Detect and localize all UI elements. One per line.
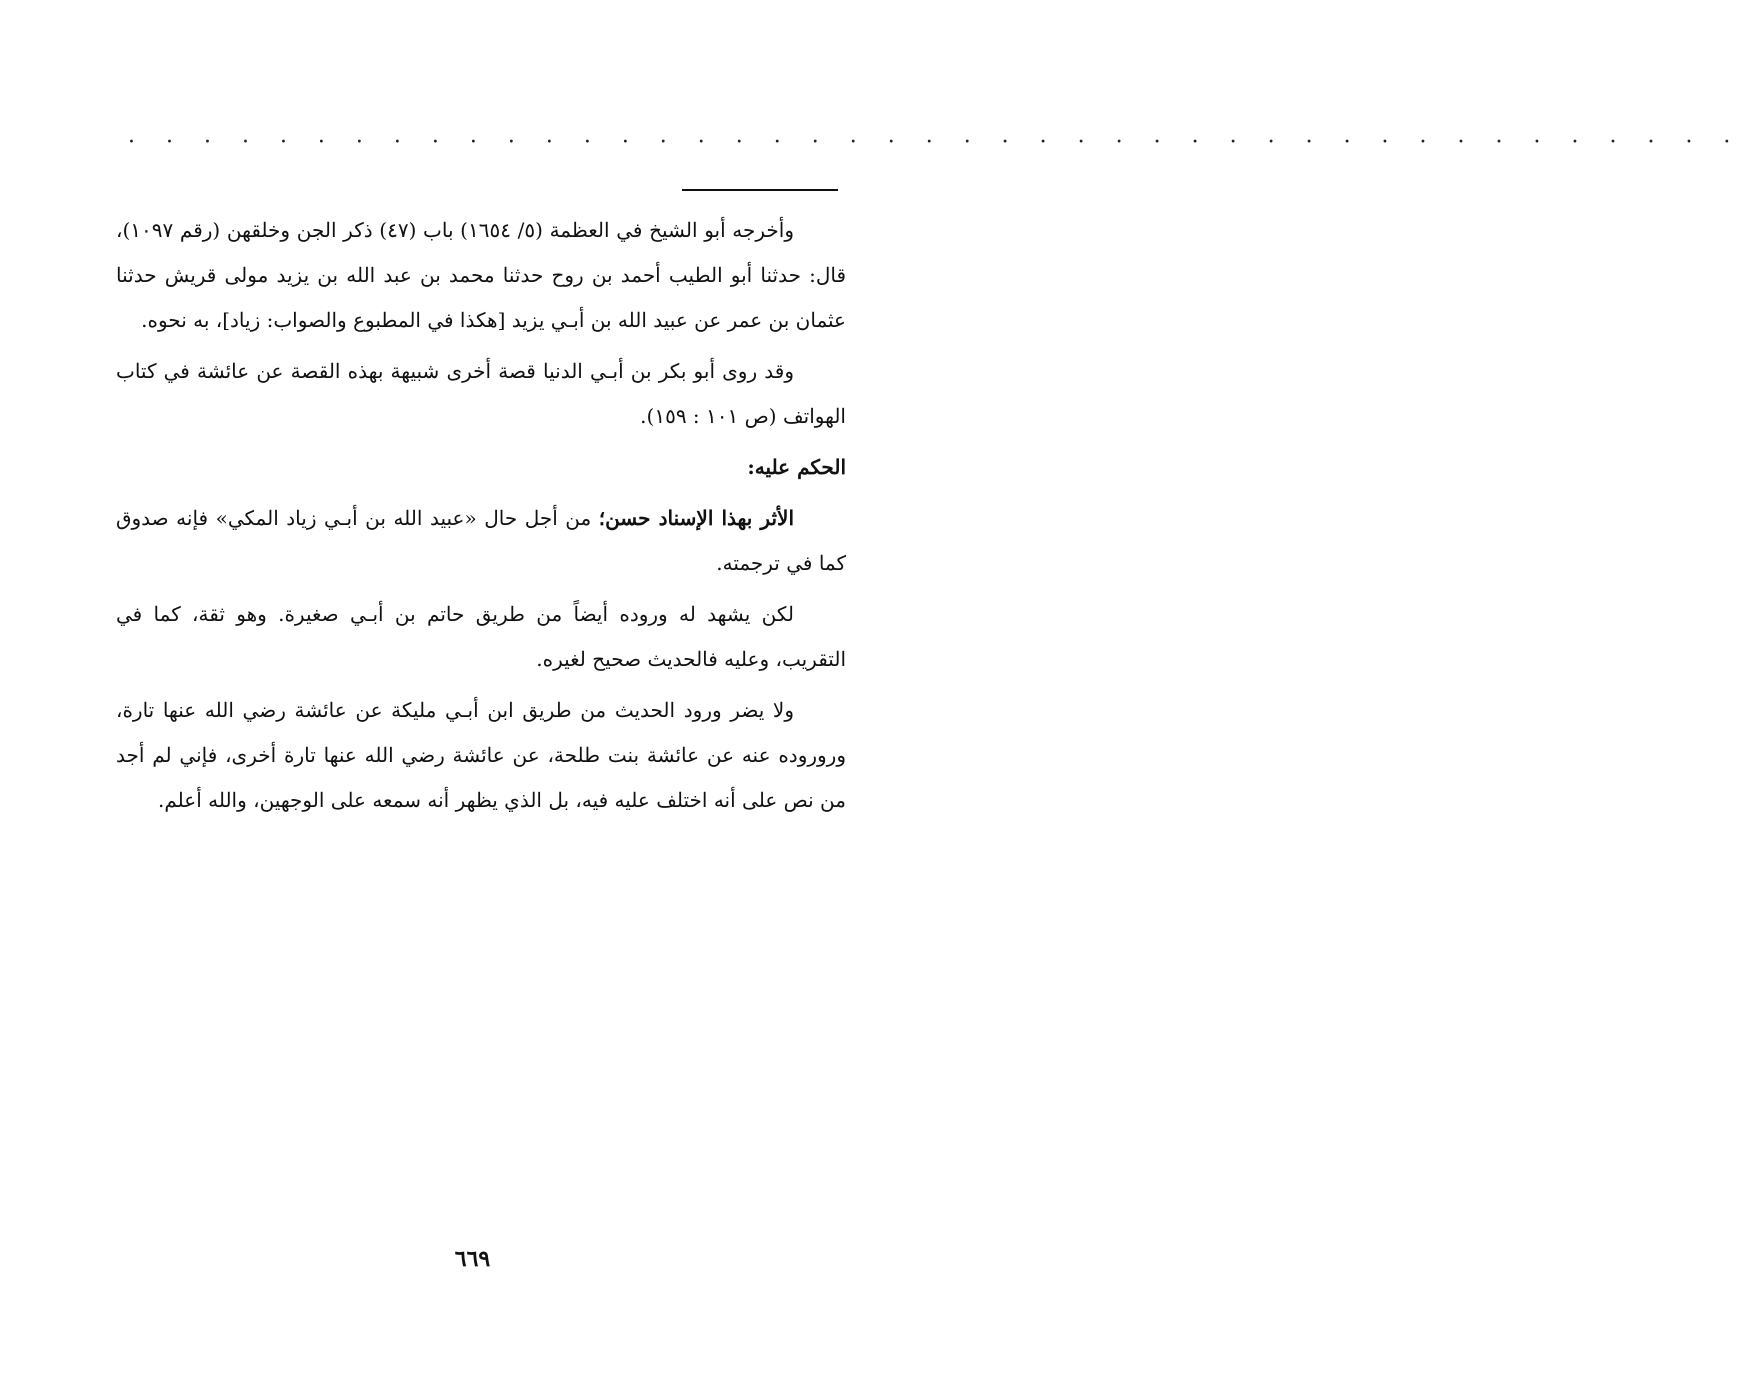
section-heading-hukm: الحكم عليه: [747, 455, 846, 479]
body-text [116, 208, 846, 829]
paragraph-conclusion: ولا يضر ورود الحديث من طريق ابن أبـي مليكة عن عائشة رضي الله عنها تارة، وروروده عنه عن عائشة بنت طلحة، عن عائشة رضي الله عنها تارة أخرى، فإني لم أجد من نص على أنه اختلف عليه فيه، بل الذي يظهر أنه سمعه على الوجهين، والله أعلم. [116, 698, 846, 812]
paragraph-ibn-abi-dunya: وقد روى أبو بكر بن أبـي الدنيا قصة أخرى شبيهة بهذه القصة عن عائشة في كتاب الهواتف (ص ١٠١ : ١٥٩). [116, 359, 846, 428]
dotted-separator: · · · · · · · · · · · · · · · · · · · · · · · · · · · · · · · · · · · · · · · · · · · [128, 130, 1742, 155]
page-number: ٦٦٩ [454, 1246, 491, 1272]
footnote-rule [682, 189, 838, 191]
ruling-rest: من أجل حال «عبيد الله بن أبـي زياد المكي» فإنه صدوق كما في ترجمته. [116, 506, 846, 575]
paragraph-ruling [116, 496, 846, 586]
paragraph-shahid: لكن يشهد له وروده أيضاً من طريق حاتم بن أبـي صغيرة. وهو ثقة، كما في التقريب، وعليه فالحديث صحيح لغيره. [116, 602, 846, 671]
paragraph-takhrij: وأخرجه أبو الشيخ في العظمة (٥/ ١٦٥٤) باب (٤٧) ذكر الجن وخلقهن (رقم ١٠٩٧)، قال: حدثنا أبو الطيب أحمد بن روح حدثنا محمد بن عبد الله بن يزيد مولى قريش حدثنا عثمان بن عمر عن عبيد الله بن أبـي يزيد [هكذا في المطبوع والصواب: زياد]، به نحوه. [116, 218, 846, 332]
ruling-bold-lead: الأثر بهذا الإسناد حسن؛ [598, 506, 794, 530]
